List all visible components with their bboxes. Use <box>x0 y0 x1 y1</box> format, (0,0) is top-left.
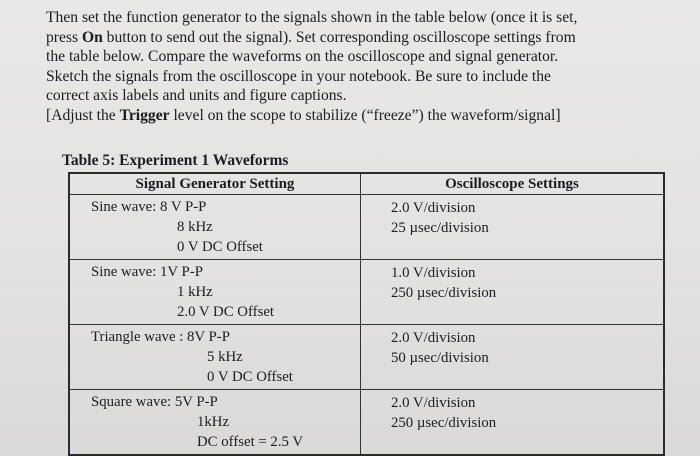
time-per-division: 50 µsec/division <box>391 350 489 366</box>
header-oscilloscope: Oscilloscope Settings <box>361 173 665 195</box>
frequency: 1 kHz <box>177 284 213 300</box>
time-per-division: 250 µsec/division <box>391 285 497 301</box>
table-header-row <box>69 173 664 195</box>
waveform-amplitude: Sine wave: 8 V P-P <box>91 199 207 215</box>
table-row <box>69 195 664 260</box>
line-6-start: [Adjust the <box>46 106 120 124</box>
frequency: 5 kHz <box>207 349 243 365</box>
table-row <box>69 260 664 325</box>
oscilloscope-setting-cell <box>361 195 665 260</box>
instruction-line-2 <box>46 28 686 48</box>
oscilloscope-setting-cell <box>361 260 665 325</box>
generator-setting-cell <box>69 260 361 325</box>
generator-setting-cell <box>69 390 361 456</box>
dc-offset: 2.0 V DC Offset <box>177 304 275 320</box>
oscilloscope-setting-cell <box>361 325 665 390</box>
generator-setting-cell <box>69 325 361 390</box>
waveform-amplitude: Triangle wave : 8V P-P <box>91 329 230 345</box>
volts-per-division: 1.0 V/division <box>391 265 476 281</box>
line-2-end: button to send out the signal). Set corresponding oscilloscope settings from <box>102 28 576 46</box>
volts-per-division: 2.0 V/division <box>391 330 476 346</box>
instruction-line-1: Then set the function generator to the signals shown in the table below (once it is set, <box>46 9 578 26</box>
instructions-paragraph <box>46 8 686 126</box>
trigger-term: Trigger <box>119 106 170 124</box>
dc-offset: DC offset = 2.5 V <box>197 434 304 450</box>
time-per-division: 250 µsec/division <box>391 415 497 431</box>
line-6-end: level on the scope to stabilize (“freeze”) the waveform/signal] <box>169 106 561 124</box>
oscilloscope-setting-cell <box>361 390 665 456</box>
table-caption: Table 5: Experiment 1 Waveforms <box>62 152 289 169</box>
frequency: 8 kHz <box>177 219 213 235</box>
volts-per-division: 2.0 V/division <box>391 200 476 216</box>
instruction-line-4: Sketch the signals from the oscilloscope in your notebook. Be sure to include the <box>46 67 551 85</box>
dc-offset: 0 V DC Offset <box>207 369 293 385</box>
instruction-line-5: correct axis labels and units and figure captions. <box>46 87 347 105</box>
frequency: 1kHz <box>197 414 230 430</box>
line-2-start: press <box>46 28 82 46</box>
table-row <box>69 390 664 456</box>
waveform-table <box>68 172 665 456</box>
volts-per-division: 2.0 V/division <box>391 395 476 411</box>
table-row <box>69 325 664 390</box>
time-per-division: 25 µsec/division <box>391 220 489 236</box>
instruction-line-3: the table below. Compare the waveforms on the oscilloscope and signal generator. <box>46 48 559 66</box>
waveform-amplitude: Square wave: 5V P-P <box>91 394 218 410</box>
on-button-term: On <box>81 28 103 46</box>
generator-setting-cell <box>69 195 361 260</box>
dc-offset: 0 V DC Offset <box>177 239 263 255</box>
header-signal-generator: Signal Generator Setting <box>69 173 361 195</box>
instruction-line-6 <box>46 106 686 126</box>
waveform-amplitude: Sine wave: 1V P-P <box>91 264 203 280</box>
